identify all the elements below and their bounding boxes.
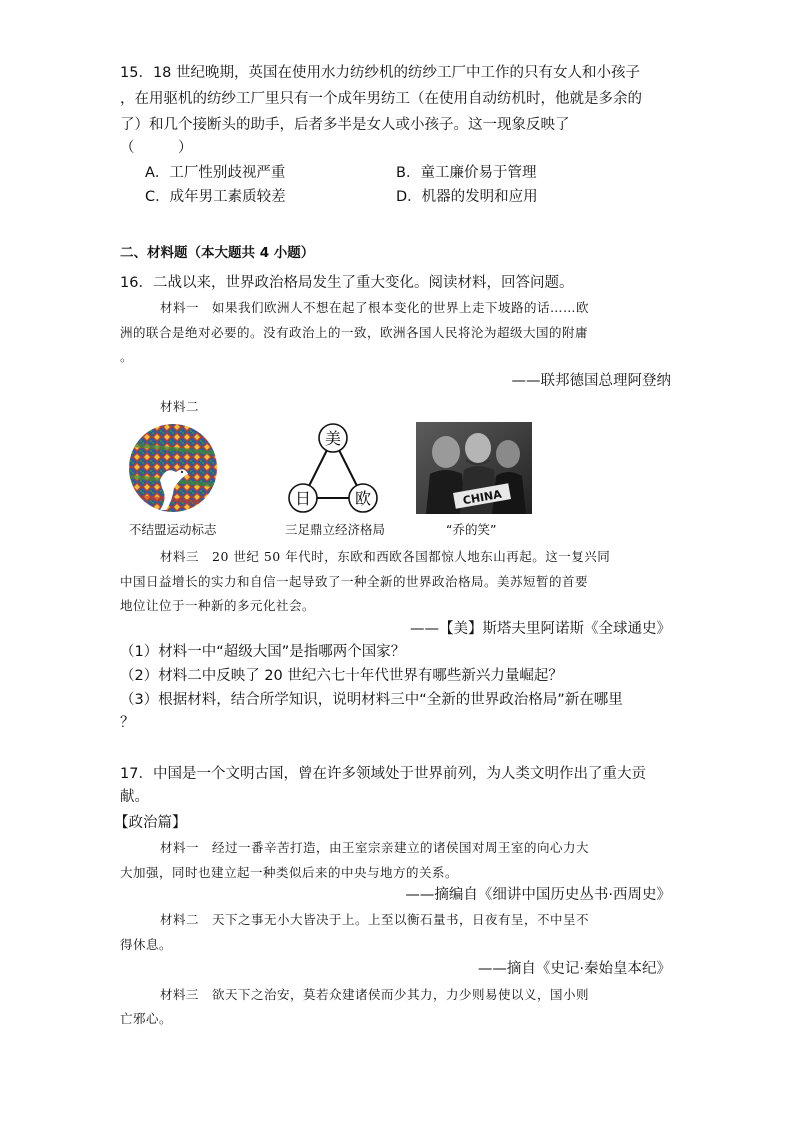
china-sign: CHINA bbox=[461, 487, 503, 508]
q16-question-3-line-1: （3）根据材料，结合所学知识，说明材料三中“全新的世界政治格局”新在哪里 bbox=[120, 692, 623, 708]
q17-m1-line-1: 材料一 经过一番辛苦打造，由王室宗亲建立的诸侯国对周王室的向心力大 bbox=[160, 840, 590, 855]
q15-option-a: A．工厂性别歧视严重 bbox=[145, 165, 286, 181]
q16-question-3-line-2: ？ bbox=[120, 715, 135, 731]
q15-line-3: 了）和几个接断头的助手，后者多半是女人或小孩子。这一现象反映了 bbox=[120, 117, 570, 133]
q16-question-2: （2）材料二中反映了 20 世纪六七十年代世界有哪些新兴力量崛起？ bbox=[120, 668, 563, 684]
q16-m1-line-3: 。 bbox=[120, 349, 134, 364]
caption-qiao: “乔的笑” bbox=[446, 522, 497, 537]
q15-line-1: 15．18 世纪晚期，英国在使用水力纺纱机的纺纱工厂中工作的只有女人和小孩子 bbox=[120, 65, 641, 81]
nam-logo-image bbox=[122, 422, 224, 514]
q16-m2-label: 材料二 bbox=[160, 399, 200, 414]
triangle-node-left: 日 bbox=[294, 489, 312, 508]
q17-m1-source: ——摘编自《细讲中国历史丛书·西周史》 bbox=[405, 887, 671, 903]
q17-m3-line-2: 亡邪心。 bbox=[120, 1011, 173, 1026]
section-heading: 二、材料题（本大题共 4 小题） bbox=[120, 245, 315, 261]
q17-m3-line-1: 材料三 欲天下之治安，莫若众建诸侯而少其力，力少则易使以义，国小则 bbox=[160, 987, 590, 1002]
q16-m3-line-1: 材料三 20 世纪 50 年代时，东欧和西欧各国都惊人地东山再起。这一复兴同 bbox=[160, 549, 611, 564]
qiao-laugh-photo bbox=[416, 422, 532, 514]
q16-m1-source: ——联邦德国总理阿登纳 bbox=[511, 373, 671, 389]
caption-tripolar: 三足鼎立经济格局 bbox=[285, 522, 386, 537]
q16-m3-source: ——【美】斯塔夫里阿诺斯《全球通史》 bbox=[410, 621, 671, 637]
q16-m3-line-2: 中国日益增长的实力和自信一起导致了一种全新的世界政治格局。美苏短暂的首要 bbox=[120, 574, 589, 589]
q17-m2-line-2: 得休息。 bbox=[120, 937, 173, 952]
q16-m1-line-1: 材料一 如果我们欧洲人不想在起了根本变化的世界上走下坡路的话……欧 bbox=[160, 300, 590, 315]
q17-m2-line-1: 材料二 天下之事无小大皆决于上。上至以衡石量书，日夜有呈，不中呈不 bbox=[160, 912, 590, 927]
q17-m1-line-2: 大加强，同时也建立起一种类似后来的中央与地方的关系。 bbox=[120, 865, 459, 880]
q16-intro: 16．二战以来，世界政治格局发生了重大变化。阅读材料，回答问题。 bbox=[120, 275, 574, 291]
q15-line-4: （ ） bbox=[120, 140, 193, 156]
q16-question-1: （1）材料一中“超级大国”是指哪两个国家？ bbox=[120, 644, 406, 660]
q16-m1-line-2: 洲的联合是绝对必要的。没有政治上的一致，欧洲各国人民将沦为超级大国的附庸 bbox=[120, 325, 589, 340]
q15-option-d: D．机器的发明和应用 bbox=[396, 189, 538, 205]
tripolar-diagram bbox=[285, 420, 381, 516]
q15-option-c: C．成年男工素质较差 bbox=[145, 189, 286, 205]
q17-m2-source: ——摘自《史记·秦始皇本纪》 bbox=[477, 961, 671, 977]
q15-option-b: B．童工廉价易于管理 bbox=[396, 165, 537, 181]
q15-line-2: ，在用驱机的纺纱工厂里只有一个成年男纺工（在使用自动纺机时，他就是多余的 bbox=[120, 91, 642, 107]
triangle-node-right: 欧 bbox=[354, 489, 372, 508]
q17-intro-line-1: 17．中国是一个文明古国，曾在许多领域处于世界前列，为人类文明作出了重大贡 bbox=[120, 766, 646, 782]
q17-intro-line-2: 献。 bbox=[120, 789, 149, 805]
q17-section-label: 【政治篇】 bbox=[114, 815, 187, 831]
triangle-node-top: 美 bbox=[324, 429, 342, 448]
caption-nam: 不结盟运动标志 bbox=[129, 522, 217, 537]
q16-m3-line-3: 地位让位于一种新的多元化社会。 bbox=[120, 598, 316, 613]
